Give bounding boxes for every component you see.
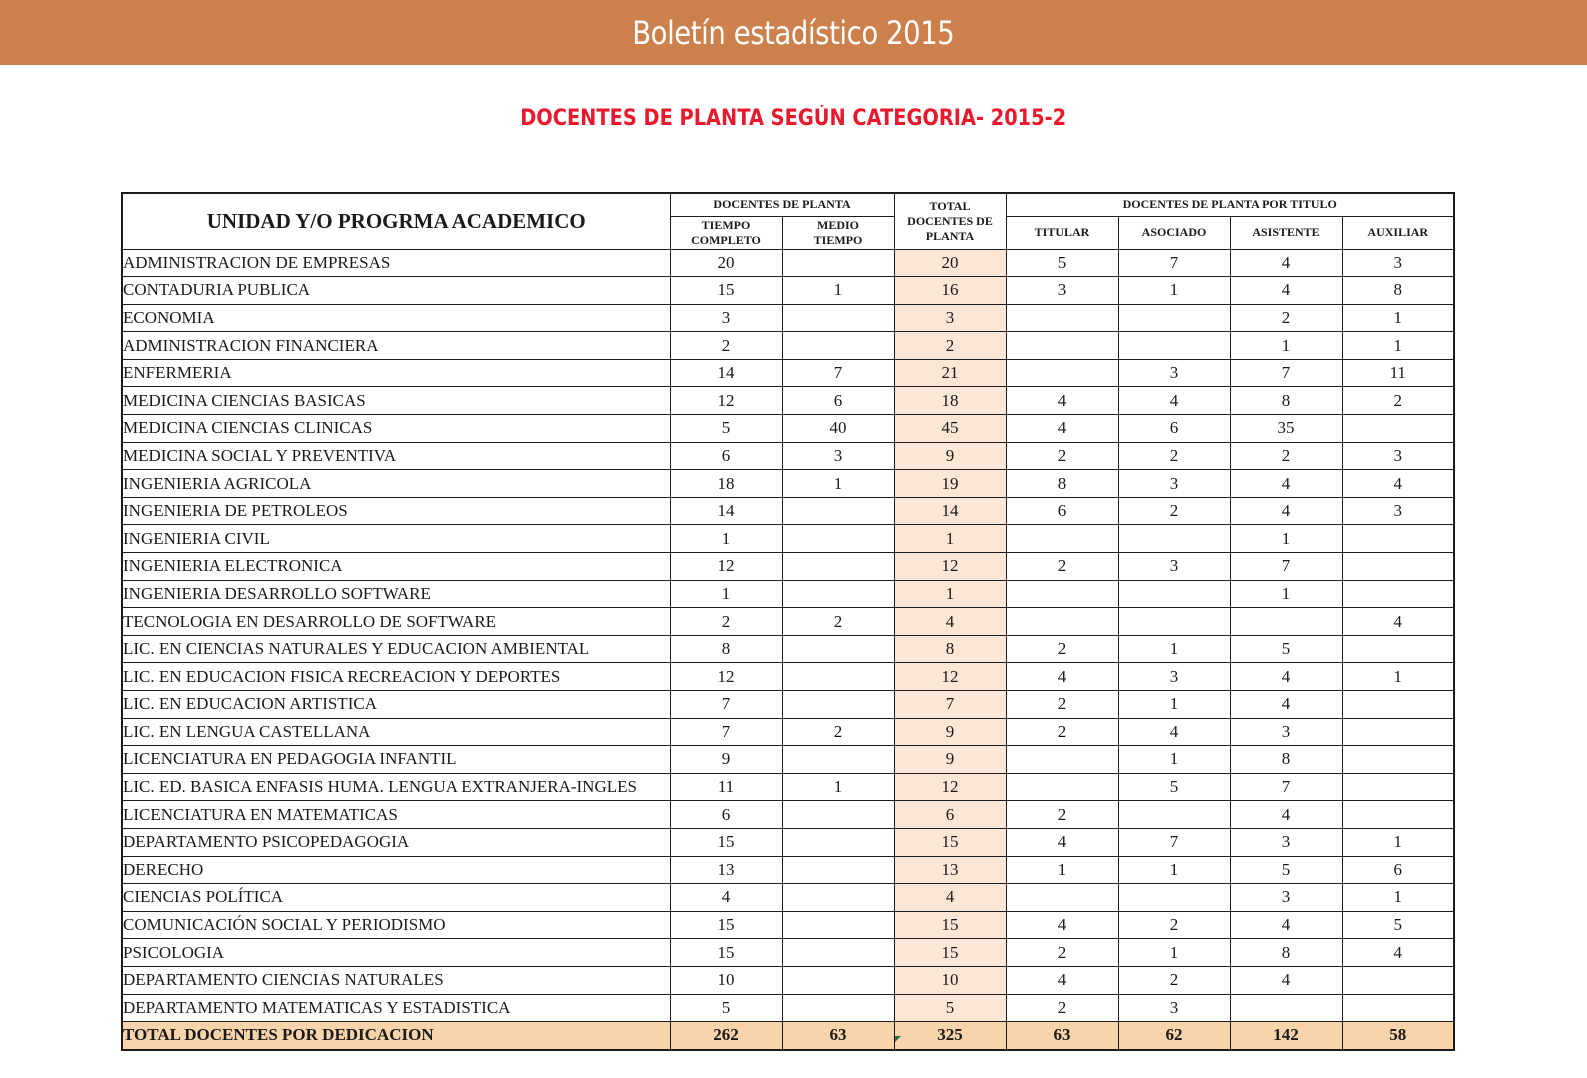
cell-auxiliar <box>1342 746 1454 774</box>
cell-asistente: 3 <box>1230 828 1342 856</box>
cell-medio-tiempo <box>782 828 894 856</box>
banner-header <box>0 0 1587 65</box>
cell-asociado: 62 <box>1118 1022 1230 1050</box>
program-name: CONTADURIA PUBLICA <box>122 277 670 305</box>
cell-total: 12 <box>894 553 1006 581</box>
cell-tiempo-completo: 11 <box>670 773 782 801</box>
table-row <box>122 415 1454 443</box>
cell-medio-tiempo <box>782 911 894 939</box>
table-row <box>122 691 1454 719</box>
cell-titular: 4 <box>1006 415 1118 443</box>
cell-asistente <box>1230 608 1342 636</box>
cell-tiempo-completo: 12 <box>670 663 782 691</box>
program-name: LIC. ED. BASICA ENFASIS HUMA. LENGUA EXTRANJERA-INGLES <box>122 773 670 801</box>
cell-tiempo-completo: 4 <box>670 884 782 912</box>
cell-titular: 2 <box>1006 718 1118 746</box>
cell-titular: 8 <box>1006 470 1118 498</box>
cell-total: 19 <box>894 470 1006 498</box>
cell-asociado: 6 <box>1118 415 1230 443</box>
cell-asistente: 3 <box>1230 884 1342 912</box>
cell-asistente: 1 <box>1230 332 1342 360</box>
cell-tiempo-completo: 15 <box>670 277 782 305</box>
cell-total: 15 <box>894 911 1006 939</box>
cell-auxiliar <box>1342 966 1454 994</box>
cell-total: 2 <box>894 332 1006 360</box>
cell-medio-tiempo <box>782 553 894 581</box>
cell-asistente: 142 <box>1230 1022 1342 1050</box>
cell-titular <box>1006 884 1118 912</box>
header-program: UNIDAD Y/O PROGRMA ACADEMICO <box>122 193 670 249</box>
cell-asistente: 35 <box>1230 415 1342 443</box>
table-row <box>122 635 1454 663</box>
cell-tiempo-completo: 10 <box>670 966 782 994</box>
cell-total: 4 <box>894 608 1006 636</box>
cell-medio-tiempo <box>782 525 894 553</box>
cell-medio-tiempo <box>782 994 894 1022</box>
cell-tiempo-completo: 1 <box>670 580 782 608</box>
cell-auxiliar: 2 <box>1342 387 1454 415</box>
program-name: LIC. EN LENGUA CASTELLANA <box>122 718 670 746</box>
cell-medio-tiempo <box>782 249 894 277</box>
header-titular: TITULAR <box>1006 216 1118 249</box>
cell-auxiliar <box>1342 691 1454 719</box>
cell-tiempo-completo: 18 <box>670 470 782 498</box>
cell-total: 8 <box>894 635 1006 663</box>
cell-asistente: 7 <box>1230 553 1342 581</box>
program-name: MEDICINA CIENCIAS BASICAS <box>122 387 670 415</box>
cell-total: 7 <box>894 691 1006 719</box>
program-name: LICENCIATURA EN PEDAGOGIA INFANTIL <box>122 746 670 774</box>
program-name: PSICOLOGIA <box>122 939 670 967</box>
cell-asociado: 2 <box>1118 442 1230 470</box>
table-row <box>122 828 1454 856</box>
cell-medio-tiempo: 1 <box>782 277 894 305</box>
table-row <box>122 911 1454 939</box>
cell-tiempo-completo: 7 <box>670 718 782 746</box>
cell-comment-marker <box>895 1036 901 1042</box>
table-row <box>122 608 1454 636</box>
cell-total: 16 <box>894 277 1006 305</box>
cell-asociado: 4 <box>1118 718 1230 746</box>
header-group-planta: DOCENTES DE PLANTA <box>670 193 894 216</box>
cell-tiempo-completo: 3 <box>670 304 782 332</box>
cell-asociado: 3 <box>1118 994 1230 1022</box>
cell-asociado <box>1118 580 1230 608</box>
cell-asociado: 4 <box>1118 387 1230 415</box>
cell-auxiliar <box>1342 801 1454 829</box>
cell-auxiliar: 8 <box>1342 277 1454 305</box>
cell-titular <box>1006 359 1118 387</box>
cell-medio-tiempo <box>782 304 894 332</box>
header-asociado: ASOCIADO <box>1118 216 1230 249</box>
program-name: DERECHO <box>122 856 670 884</box>
cell-asociado: 1 <box>1118 635 1230 663</box>
cell-auxiliar: 4 <box>1342 608 1454 636</box>
cell-asociado <box>1118 801 1230 829</box>
cell-tiempo-completo: 15 <box>670 828 782 856</box>
cell-medio-tiempo <box>782 884 894 912</box>
header-tiempo-completo: TIEMPO COMPLETO <box>670 216 782 249</box>
cell-medio-tiempo <box>782 939 894 967</box>
table-row <box>122 497 1454 525</box>
cell-tiempo-completo: 5 <box>670 415 782 443</box>
cell-asistente: 8 <box>1230 387 1342 415</box>
cell-titular: 6 <box>1006 497 1118 525</box>
cell-auxiliar <box>1342 635 1454 663</box>
cell-auxiliar: 11 <box>1342 359 1454 387</box>
cell-asistente: 1 <box>1230 525 1342 553</box>
cell-total: 325 <box>894 1022 1006 1050</box>
cell-medio-tiempo <box>782 691 894 719</box>
table-row <box>122 773 1454 801</box>
cell-titular <box>1006 304 1118 332</box>
cell-titular: 2 <box>1006 553 1118 581</box>
program-name: DEPARTAMENTO PSICOPEDAGOGIA <box>122 828 670 856</box>
cell-asociado: 7 <box>1118 249 1230 277</box>
cell-asociado: 2 <box>1118 497 1230 525</box>
cell-asociado: 3 <box>1118 359 1230 387</box>
cell-medio-tiempo <box>782 746 894 774</box>
header-group-titulo: DOCENTES DE PLANTA POR TITULO <box>1006 193 1454 216</box>
cell-total: 21 <box>894 359 1006 387</box>
table-row <box>122 663 1454 691</box>
cell-titular: 2 <box>1006 994 1118 1022</box>
cell-auxiliar: 1 <box>1342 304 1454 332</box>
cell-medio-tiempo <box>782 635 894 663</box>
cell-asociado: 1 <box>1118 856 1230 884</box>
cell-total: 15 <box>894 828 1006 856</box>
cell-medio-tiempo: 40 <box>782 415 894 443</box>
cell-asistente: 4 <box>1230 911 1342 939</box>
cell-total: 20 <box>894 249 1006 277</box>
cell-asociado <box>1118 884 1230 912</box>
cell-asistente: 5 <box>1230 856 1342 884</box>
cell-medio-tiempo: 1 <box>782 773 894 801</box>
program-name: INGENIERIA ELECTRONICA <box>122 553 670 581</box>
cell-medio-tiempo: 6 <box>782 387 894 415</box>
cell-auxiliar <box>1342 580 1454 608</box>
cell-asistente: 4 <box>1230 966 1342 994</box>
table-title <box>0 106 1587 131</box>
cell-total: 12 <box>894 663 1006 691</box>
banner-title: Boletín estadístico 2015 <box>632 13 955 52</box>
cell-titular <box>1006 608 1118 636</box>
cell-tiempo-completo: 20 <box>670 249 782 277</box>
cell-asistente: 4 <box>1230 497 1342 525</box>
header-total: TOTAL DOCENTES DE PLANTA <box>894 193 1006 249</box>
docentes-table <box>121 192 1455 1051</box>
program-name: DEPARTAMENTO CIENCIAS NATURALES <box>122 966 670 994</box>
cell-medio-tiempo: 1 <box>782 470 894 498</box>
cell-medio-tiempo <box>782 332 894 360</box>
cell-total: 1 <box>894 580 1006 608</box>
cell-asociado <box>1118 525 1230 553</box>
cell-auxiliar: 5 <box>1342 911 1454 939</box>
cell-tiempo-completo: 9 <box>670 746 782 774</box>
program-name: CIENCIAS POLÍTICA <box>122 884 670 912</box>
cell-asistente: 7 <box>1230 359 1342 387</box>
cell-asistente: 7 <box>1230 773 1342 801</box>
table-row <box>122 718 1454 746</box>
cell-titular: 63 <box>1006 1022 1118 1050</box>
cell-tiempo-completo: 15 <box>670 911 782 939</box>
table-row <box>122 801 1454 829</box>
cell-asociado: 1 <box>1118 277 1230 305</box>
cell-auxiliar: 3 <box>1342 249 1454 277</box>
cell-medio-tiempo <box>782 801 894 829</box>
table-row <box>122 884 1454 912</box>
table-row <box>122 746 1454 774</box>
cell-tiempo-completo: 15 <box>670 939 782 967</box>
cell-titular: 2 <box>1006 635 1118 663</box>
cell-auxiliar: 1 <box>1342 828 1454 856</box>
program-name: ECONOMIA <box>122 304 670 332</box>
cell-asociado: 3 <box>1118 470 1230 498</box>
cell-asistente: 5 <box>1230 635 1342 663</box>
cell-total: 10 <box>894 966 1006 994</box>
program-name: ENFERMERIA <box>122 359 670 387</box>
table-row <box>122 525 1454 553</box>
program-name: LICENCIATURA EN MATEMATICAS <box>122 801 670 829</box>
cell-auxiliar <box>1342 525 1454 553</box>
table-row <box>122 442 1454 470</box>
program-name: INGENIERIA AGRICOLA <box>122 470 670 498</box>
cell-tiempo-completo: 1 <box>670 525 782 553</box>
cell-auxiliar: 1 <box>1342 884 1454 912</box>
table-row <box>122 939 1454 967</box>
cell-medio-tiempo <box>782 663 894 691</box>
cell-total: 9 <box>894 442 1006 470</box>
cell-asistente: 1 <box>1230 580 1342 608</box>
cell-titular <box>1006 580 1118 608</box>
program-name: MEDICINA SOCIAL Y PREVENTIVA <box>122 442 670 470</box>
cell-tiempo-completo: 8 <box>670 635 782 663</box>
cell-total: 45 <box>894 415 1006 443</box>
cell-asociado: 1 <box>1118 691 1230 719</box>
cell-asociado: 3 <box>1118 663 1230 691</box>
cell-auxiliar <box>1342 718 1454 746</box>
cell-total: 9 <box>894 746 1006 774</box>
table-row <box>122 470 1454 498</box>
table-row <box>122 856 1454 884</box>
cell-titular: 4 <box>1006 387 1118 415</box>
cell-tiempo-completo: 14 <box>670 497 782 525</box>
program-name: TOTAL DOCENTES POR DEDICACION <box>122 1022 670 1050</box>
cell-tiempo-completo: 12 <box>670 553 782 581</box>
cell-asociado: 3 <box>1118 553 1230 581</box>
cell-titular: 5 <box>1006 249 1118 277</box>
cell-tiempo-completo: 13 <box>670 856 782 884</box>
cell-auxiliar: 4 <box>1342 470 1454 498</box>
cell-titular: 4 <box>1006 828 1118 856</box>
cell-total: 15 <box>894 939 1006 967</box>
cell-total: 4 <box>894 884 1006 912</box>
cell-total: 14 <box>894 497 1006 525</box>
cell-asociado: 1 <box>1118 939 1230 967</box>
table-row <box>122 277 1454 305</box>
cell-total: 3 <box>894 304 1006 332</box>
program-name: TECNOLOGIA EN DESARROLLO DE SOFTWARE <box>122 608 670 636</box>
cell-auxiliar <box>1342 553 1454 581</box>
cell-asociado <box>1118 332 1230 360</box>
cell-medio-tiempo <box>782 580 894 608</box>
program-name: INGENIERIA DE PETROLEOS <box>122 497 670 525</box>
cell-auxiliar: 1 <box>1342 663 1454 691</box>
totals-row <box>122 1022 1454 1050</box>
cell-asociado: 5 <box>1118 773 1230 801</box>
cell-asistente: 3 <box>1230 718 1342 746</box>
table-row <box>122 359 1454 387</box>
cell-total: 9 <box>894 718 1006 746</box>
cell-auxiliar: 58 <box>1342 1022 1454 1050</box>
cell-tiempo-completo: 6 <box>670 442 782 470</box>
cell-medio-tiempo: 3 <box>782 442 894 470</box>
cell-titular <box>1006 746 1118 774</box>
table-row <box>122 387 1454 415</box>
cell-asociado: 2 <box>1118 911 1230 939</box>
cell-titular <box>1006 332 1118 360</box>
cell-titular <box>1006 773 1118 801</box>
cell-auxiliar: 4 <box>1342 939 1454 967</box>
cell-asistente: 4 <box>1230 663 1342 691</box>
program-name: LIC. EN CIENCIAS NATURALES Y EDUCACION AMBIENTAL <box>122 635 670 663</box>
program-name: ADMINISTRACION FINANCIERA <box>122 332 670 360</box>
table-row <box>122 966 1454 994</box>
cell-titular: 2 <box>1006 939 1118 967</box>
cell-asistente: 4 <box>1230 470 1342 498</box>
cell-total: 1 <box>894 525 1006 553</box>
cell-tiempo-completo: 14 <box>670 359 782 387</box>
table-row <box>122 994 1454 1022</box>
cell-asistente: 4 <box>1230 277 1342 305</box>
cell-tiempo-completo: 12 <box>670 387 782 415</box>
program-name: INGENIERIA DESARROLLO SOFTWARE <box>122 580 670 608</box>
cell-titular: 4 <box>1006 966 1118 994</box>
cell-asociado <box>1118 608 1230 636</box>
cell-tiempo-completo: 5 <box>670 994 782 1022</box>
cell-titular: 2 <box>1006 442 1118 470</box>
cell-auxiliar: 3 <box>1342 497 1454 525</box>
cell-titular: 2 <box>1006 691 1118 719</box>
cell-asociado: 7 <box>1118 828 1230 856</box>
cell-tiempo-completo: 7 <box>670 691 782 719</box>
cell-medio-tiempo: 7 <box>782 359 894 387</box>
cell-tiempo-completo: 262 <box>670 1022 782 1050</box>
cell-titular: 3 <box>1006 277 1118 305</box>
cell-medio-tiempo: 2 <box>782 608 894 636</box>
cell-total: 12 <box>894 773 1006 801</box>
cell-titular: 1 <box>1006 856 1118 884</box>
cell-auxiliar <box>1342 994 1454 1022</box>
cell-tiempo-completo: 2 <box>670 332 782 360</box>
cell-total: 18 <box>894 387 1006 415</box>
table-row <box>122 332 1454 360</box>
cell-asistente: 8 <box>1230 746 1342 774</box>
cell-asistente: 2 <box>1230 304 1342 332</box>
header-medio-tiempo: MEDIO TIEMPO <box>782 216 894 249</box>
cell-total: 13 <box>894 856 1006 884</box>
cell-titular: 4 <box>1006 663 1118 691</box>
table-title-text: DOCENTES DE PLANTA SEGÚN CATEGORIA- 2015-2 <box>520 106 1067 131</box>
cell-total: 6 <box>894 801 1006 829</box>
program-name: LIC. EN EDUCACION FISICA RECREACION Y DEPORTES <box>122 663 670 691</box>
cell-asistente: 2 <box>1230 442 1342 470</box>
cell-asistente: 4 <box>1230 691 1342 719</box>
cell-titular <box>1006 525 1118 553</box>
cell-asistente: 4 <box>1230 249 1342 277</box>
table-row <box>122 580 1454 608</box>
cell-medio-tiempo <box>782 497 894 525</box>
cell-auxiliar <box>1342 415 1454 443</box>
cell-asociado: 1 <box>1118 746 1230 774</box>
cell-auxiliar: 6 <box>1342 856 1454 884</box>
cell-auxiliar <box>1342 773 1454 801</box>
cell-asociado: 2 <box>1118 966 1230 994</box>
cell-asistente <box>1230 994 1342 1022</box>
cell-asistente: 8 <box>1230 939 1342 967</box>
program-name: COMUNICACIÓN SOCIAL Y PERIODISMO <box>122 911 670 939</box>
cell-auxiliar: 3 <box>1342 442 1454 470</box>
cell-medio-tiempo: 63 <box>782 1022 894 1050</box>
table-row <box>122 304 1454 332</box>
cell-medio-tiempo <box>782 856 894 884</box>
program-name: MEDICINA CIENCIAS CLINICAS <box>122 415 670 443</box>
cell-medio-tiempo: 2 <box>782 718 894 746</box>
cell-auxiliar: 1 <box>1342 332 1454 360</box>
cell-titular: 4 <box>1006 911 1118 939</box>
table-body <box>122 249 1454 1050</box>
table-row <box>122 553 1454 581</box>
cell-medio-tiempo <box>782 966 894 994</box>
header-auxiliar: AUXILIAR <box>1342 216 1454 249</box>
program-name: ADMINISTRACION DE EMPRESAS <box>122 249 670 277</box>
cell-total: 5 <box>894 994 1006 1022</box>
table-row <box>122 249 1454 277</box>
cell-asociado <box>1118 304 1230 332</box>
header-asistente: ASISTENTE <box>1230 216 1342 249</box>
cell-tiempo-completo: 2 <box>670 608 782 636</box>
program-name: DEPARTAMENTO MATEMATICAS Y ESTADISTICA <box>122 994 670 1022</box>
cell-asistente: 4 <box>1230 801 1342 829</box>
program-name: LIC. EN EDUCACION ARTISTICA <box>122 691 670 719</box>
cell-titular: 2 <box>1006 801 1118 829</box>
program-name: INGENIERIA CIVIL <box>122 525 670 553</box>
cell-tiempo-completo: 6 <box>670 801 782 829</box>
